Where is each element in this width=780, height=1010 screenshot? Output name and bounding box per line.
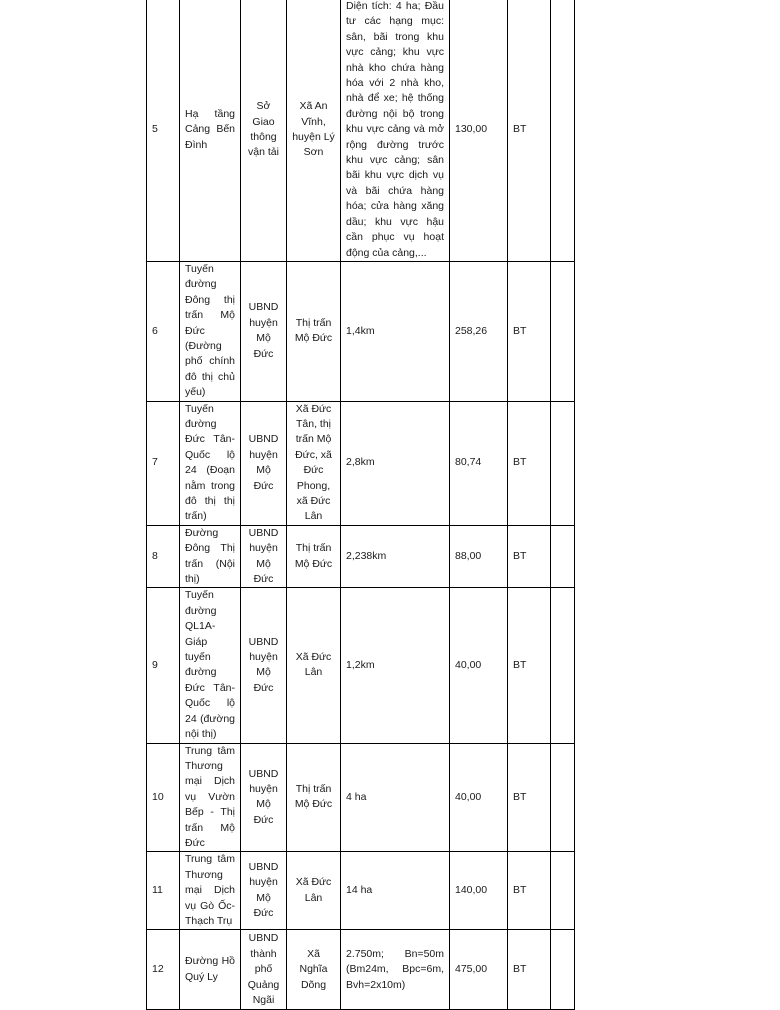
cell-stt: 6 [147, 261, 180, 401]
cell-project-name: Tuyến đường Đức Tân-Quốc lộ 24 (Đoạn nằm trong đô thị thị trấn) [180, 401, 241, 525]
cell-stt: 12 [147, 930, 180, 1010]
cell-project-name: Tuyến đường QL1A-Giáp tuyến đường Đức Tân-Quốc lộ 24 (đường nội thị) [180, 588, 241, 743]
cell-type: BT [508, 930, 551, 1010]
cell-type: BT [508, 852, 551, 930]
cell-agency: UBND huyện Mộ Đức [241, 261, 287, 401]
cell-project-name: Trung tâm Thương mại Dịch vụ Vườn Bếp - Thị trấn Mộ Đức [180, 743, 241, 852]
cell-project-name: Đường Đông Thị trấn (Nội thị) [180, 525, 241, 588]
cell-cost: 130,00 [450, 0, 508, 261]
cell-cost: 40,00 [450, 743, 508, 852]
cell-stt: 5 [147, 0, 180, 261]
projects-table [146, 0, 575, 1010]
cell-project-name: Tuyến đường Đông thị trấn Mộ Đức (Đường phố chính đô thị chủ yếu) [180, 261, 241, 401]
cell-scale: 1,2km [341, 588, 450, 743]
cell-type: BT [508, 401, 551, 525]
cell-cost: 140,00 [450, 852, 508, 930]
cell-agency: UBND thành phố Quảng Ngãi [241, 930, 287, 1010]
cell-project-name: Đường Hồ Quý Ly [180, 930, 241, 1010]
cell-cost: 475,00 [450, 930, 508, 1010]
cell-cost: 40,00 [450, 588, 508, 743]
cell-location: Thị trấn Mộ Đức [287, 261, 341, 401]
cell-agency: UBND huyện Mộ Đức [241, 525, 287, 588]
cell-scale: 1,4km [341, 261, 450, 401]
cell-scale: 14 ha [341, 852, 450, 930]
cell-type: BT [508, 588, 551, 743]
cell-scale: Diện tích: 4 ha; Đầu tư các hạng mục: sân, bãi trong khu vực cảng; khu vực nhà kho chứa hàng hóa với 2 nhà kho, nhà để xe; hệ thống đường nội bộ trong khu vực cảng và mở rộng đường trước khu vực cảng; sân bãi khu vực dịch vụ và bãi chứa hàng hóa; cửa hàng xăng dầu; khu vực hậu cần phục vụ hoạt động của cảng,... [341, 0, 450, 261]
cell-agency: Sở Giao thông vận tải [241, 0, 287, 261]
cell-empty [551, 930, 575, 1010]
cell-empty [551, 525, 575, 588]
table-row [147, 525, 575, 588]
cell-stt: 10 [147, 743, 180, 852]
cell-scale: 2,8km [341, 401, 450, 525]
cell-stt: 9 [147, 588, 180, 743]
cell-cost: 258,26 [450, 261, 508, 401]
cell-type: BT [508, 743, 551, 852]
table-row [147, 261, 575, 401]
cell-empty [551, 588, 575, 743]
cell-location: Xã An Vĩnh, huyện Lý Sơn [287, 0, 341, 261]
cell-empty [551, 401, 575, 525]
cell-type: BT [508, 261, 551, 401]
cell-agency: UBND huyện Mộ Đức [241, 588, 287, 743]
cell-project-name: Trung tâm Thương mại Dịch vụ Gò Ốc-Thạch Trụ [180, 852, 241, 930]
cell-location: Xã Đức Lân [287, 588, 341, 743]
cell-scale: 4 ha [341, 743, 450, 852]
cell-cost: 88,00 [450, 525, 508, 588]
cell-empty [551, 0, 575, 261]
cell-location: Xã Đức Tân, thị trấn Mộ Đức, xã Đức Phong, xã Đức Lân [287, 401, 341, 525]
cell-stt: 7 [147, 401, 180, 525]
cell-scale: 2.750m; Bn=50m (Bm24m, Bpc=6m, Bvh=2x10m) [341, 930, 450, 1010]
table-row [147, 930, 575, 1010]
cell-project-name: Hạ tầng Cảng Bến Đình [180, 0, 241, 261]
cell-stt: 8 [147, 525, 180, 588]
cell-type: BT [508, 525, 551, 588]
cell-stt: 11 [147, 852, 180, 930]
cell-scale: 2,238km [341, 525, 450, 588]
cell-empty [551, 261, 575, 401]
table-row [147, 852, 575, 930]
table-row [147, 401, 575, 525]
cell-agency: UBND huyện Mộ Đức [241, 743, 287, 852]
cell-type: BT [508, 0, 551, 261]
cell-location: Thị trấn Mộ Đức [287, 743, 341, 852]
cell-empty [551, 743, 575, 852]
cell-agency: UBND huyện Mộ Đức [241, 401, 287, 525]
cell-location: Xã Nghĩa Dõng [287, 930, 341, 1010]
table-row [147, 743, 575, 852]
table-row [147, 0, 575, 261]
cell-cost: 80,74 [450, 401, 508, 525]
cell-empty [551, 852, 575, 930]
cell-agency: UBND huyện Mộ Đức [241, 852, 287, 930]
cell-location: Xã Đức Lân [287, 852, 341, 930]
cell-location: Thị trấn Mộ Đức [287, 525, 341, 588]
table-row [147, 588, 575, 743]
